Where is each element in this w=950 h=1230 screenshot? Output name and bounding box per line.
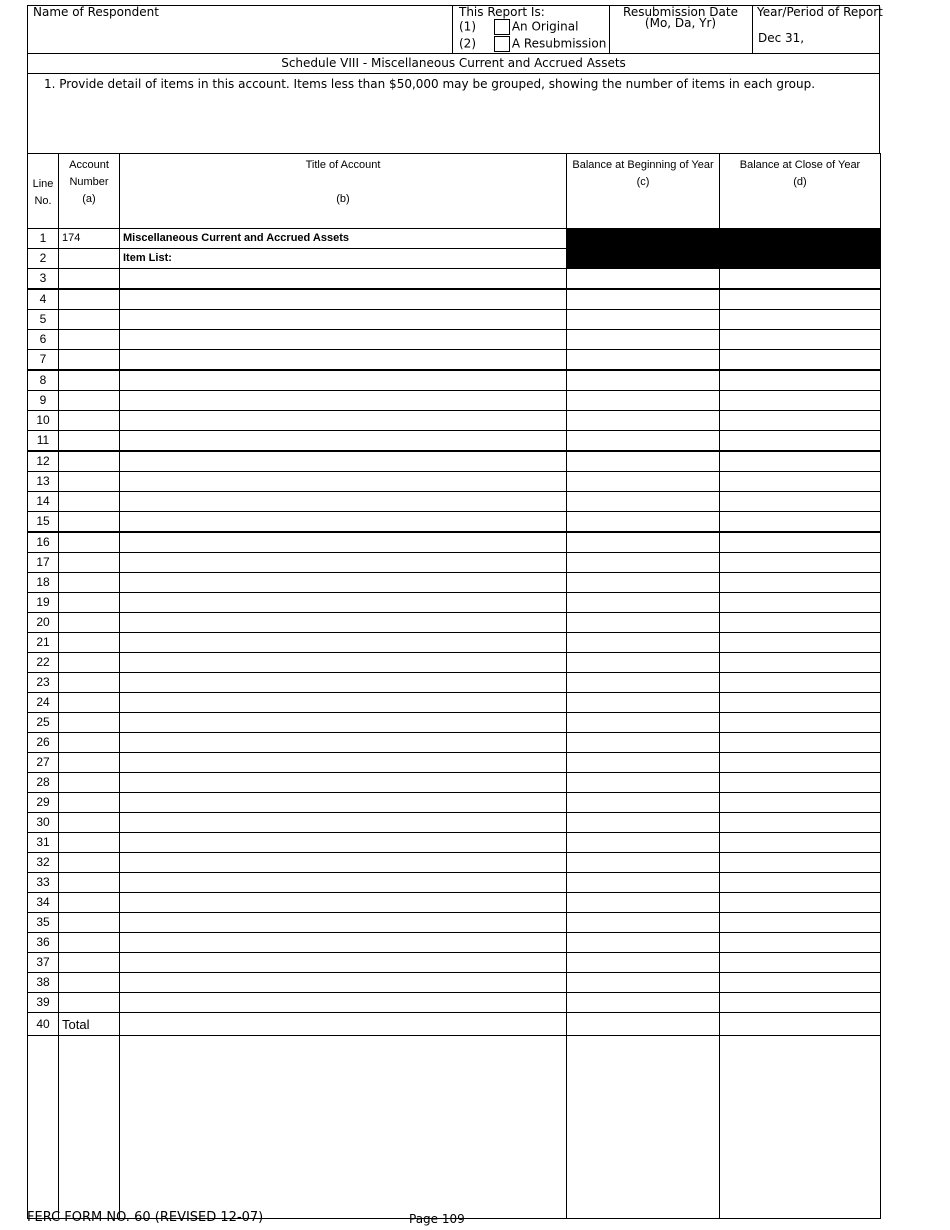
year-period-value: Dec 31, bbox=[758, 31, 805, 45]
line-number: 29 bbox=[28, 793, 59, 813]
resubmission-date-label bbox=[609, 5, 752, 30]
line-number: 3 bbox=[28, 269, 59, 290]
blank-area bbox=[28, 1036, 881, 1219]
begin-balance-cell[interactable] bbox=[567, 633, 720, 653]
line-number: 15 bbox=[28, 512, 59, 533]
option-number: (1) bbox=[459, 19, 476, 34]
account-number-cell[interactable] bbox=[59, 653, 120, 673]
close-balance-cell[interactable] bbox=[720, 532, 881, 553]
divider bbox=[452, 5, 453, 54]
account-number-cell[interactable] bbox=[59, 873, 120, 893]
account-number-cell[interactable] bbox=[59, 893, 120, 913]
blank-cell bbox=[59, 1036, 120, 1219]
table-row bbox=[28, 753, 881, 773]
account-number-cell[interactable] bbox=[59, 993, 120, 1013]
account-number-cell[interactable] bbox=[59, 793, 120, 813]
line-number: 30 bbox=[28, 813, 59, 833]
table-row bbox=[28, 853, 881, 873]
account-title-cell[interactable] bbox=[120, 853, 567, 873]
account-number-cell[interactable] bbox=[59, 431, 120, 452]
account-number-cell[interactable] bbox=[59, 532, 120, 553]
report-is-label: This Report Is: bbox=[459, 5, 545, 19]
line-number: 11 bbox=[28, 431, 59, 452]
table-row bbox=[28, 613, 881, 633]
blank-cell bbox=[567, 1036, 720, 1219]
begin-balance-cell[interactable] bbox=[567, 813, 720, 833]
table-row bbox=[28, 913, 881, 933]
table-row bbox=[28, 310, 881, 330]
line-number: 40 bbox=[28, 1013, 59, 1036]
account-title-cell[interactable] bbox=[120, 993, 567, 1013]
account-title-cell[interactable] bbox=[120, 873, 567, 893]
total-title-cell bbox=[120, 1013, 567, 1036]
table-row bbox=[28, 512, 881, 533]
begin-balance-cell[interactable] bbox=[567, 673, 720, 693]
account-number-cell[interactable] bbox=[59, 553, 120, 573]
close-balance-cell[interactable] bbox=[720, 873, 881, 893]
form-number: FERC FORM NO. 60 (REVISED 12-07) bbox=[27, 1210, 264, 1225]
original-checkbox[interactable] bbox=[494, 19, 510, 35]
table-row bbox=[28, 492, 881, 512]
line-number: 39 bbox=[28, 993, 59, 1013]
begin-balance-cell[interactable] bbox=[567, 733, 720, 753]
close-balance-cell[interactable] bbox=[720, 693, 881, 713]
account-title-cell[interactable] bbox=[120, 269, 567, 290]
close-balance-cell[interactable] bbox=[720, 633, 881, 653]
col-title-sub: (b) bbox=[336, 193, 350, 205]
account-number-cell[interactable] bbox=[59, 693, 120, 713]
account-title-cell[interactable] bbox=[120, 573, 567, 593]
col-account-sub: (a) bbox=[82, 193, 96, 205]
account-title-cell[interactable] bbox=[120, 673, 567, 693]
close-balance-cell[interactable] bbox=[720, 953, 881, 973]
begin-balance-cell[interactable] bbox=[567, 713, 720, 733]
account-title-cell[interactable] bbox=[120, 553, 567, 573]
table-row bbox=[28, 451, 881, 472]
begin-balance-cell[interactable] bbox=[567, 411, 720, 431]
col-close-sub: (d) bbox=[793, 176, 807, 188]
begin-balance-cell[interactable] bbox=[567, 773, 720, 793]
table-header bbox=[28, 154, 881, 229]
begin-balance-cell[interactable] bbox=[567, 492, 720, 512]
account-title-cell[interactable] bbox=[120, 532, 567, 553]
line-number: 9 bbox=[28, 391, 59, 411]
begin-balance-cell[interactable] bbox=[567, 833, 720, 853]
close-balance-cell[interactable] bbox=[720, 269, 881, 290]
line-number: 33 bbox=[28, 873, 59, 893]
line-number: 37 bbox=[28, 953, 59, 973]
begin-balance-cell[interactable] bbox=[567, 330, 720, 350]
begin-balance-cell[interactable] bbox=[567, 593, 720, 613]
account-title-cell[interactable] bbox=[120, 472, 567, 492]
close-balance-cell[interactable] bbox=[720, 391, 881, 411]
table-row bbox=[28, 793, 881, 813]
option-label: An Original bbox=[511, 19, 579, 34]
close-balance-cell[interactable] bbox=[720, 973, 881, 993]
col-close-label: Balance at Close of Year bbox=[739, 159, 861, 171]
table-row bbox=[28, 713, 881, 733]
close-balance-cell[interactable] bbox=[720, 512, 881, 533]
account-number-cell[interactable] bbox=[59, 833, 120, 853]
line-number: 24 bbox=[28, 693, 59, 713]
close-balance-cell[interactable] bbox=[720, 613, 881, 633]
col-title bbox=[120, 154, 567, 229]
close-balance-cell[interactable] bbox=[720, 713, 881, 733]
option-label: A Resubmission bbox=[511, 36, 607, 51]
begin-balance-cell[interactable] bbox=[567, 553, 720, 573]
close-balance-cell[interactable] bbox=[720, 492, 881, 512]
col-close bbox=[720, 154, 881, 229]
total-begin-balance[interactable] bbox=[567, 1013, 720, 1036]
account-title-cell[interactable] bbox=[120, 713, 567, 733]
account-number-cell[interactable]: 174 bbox=[59, 229, 120, 249]
close-balance-cell[interactable] bbox=[720, 310, 881, 330]
account-number-cell[interactable] bbox=[59, 330, 120, 350]
col-account-label: Account Number bbox=[69, 159, 109, 188]
table-row bbox=[28, 553, 881, 573]
begin-balance-cell[interactable] bbox=[567, 269, 720, 290]
close-balance-cell[interactable] bbox=[720, 553, 881, 573]
total-row bbox=[28, 1013, 881, 1036]
line-number: 36 bbox=[28, 933, 59, 953]
account-title-cell[interactable] bbox=[120, 953, 567, 973]
account-title-cell[interactable] bbox=[120, 813, 567, 833]
line-number: 1 bbox=[28, 229, 59, 249]
line-number: 12 bbox=[28, 451, 59, 472]
line-number: 4 bbox=[28, 289, 59, 310]
close-balance-cell[interactable] bbox=[720, 793, 881, 813]
account-title-cell[interactable] bbox=[120, 893, 567, 913]
begin-balance-cell[interactable] bbox=[567, 953, 720, 973]
close-balance-cell[interactable] bbox=[720, 330, 881, 350]
option-number: (2) bbox=[459, 36, 476, 51]
begin-balance-cell[interactable] bbox=[567, 431, 720, 452]
col-line bbox=[28, 154, 59, 229]
table-row bbox=[28, 472, 881, 492]
account-title-cell[interactable] bbox=[120, 391, 567, 411]
col-begin-sub: (c) bbox=[636, 176, 650, 188]
account-number-cell[interactable] bbox=[59, 289, 120, 310]
account-number-cell[interactable] bbox=[59, 913, 120, 933]
close-balance-cell[interactable] bbox=[720, 933, 881, 953]
divider bbox=[752, 5, 753, 54]
resubmission-checkbox[interactable] bbox=[494, 36, 510, 52]
table-row bbox=[28, 953, 881, 973]
account-title-cell[interactable] bbox=[120, 653, 567, 673]
account-title-cell[interactable] bbox=[120, 773, 567, 793]
redacted-begin-balance bbox=[567, 229, 720, 249]
table-row bbox=[28, 773, 881, 793]
account-title-cell[interactable] bbox=[120, 753, 567, 773]
account-number-cell[interactable] bbox=[59, 472, 120, 492]
close-balance-cell[interactable] bbox=[720, 673, 881, 693]
account-title-cell[interactable] bbox=[120, 451, 567, 472]
account-title-cell[interactable] bbox=[120, 633, 567, 653]
begin-balance-cell[interactable] bbox=[567, 873, 720, 893]
begin-balance-cell[interactable] bbox=[567, 993, 720, 1013]
begin-balance-cell[interactable] bbox=[567, 573, 720, 593]
close-balance-cell[interactable] bbox=[720, 753, 881, 773]
account-title-cell[interactable] bbox=[120, 913, 567, 933]
begin-balance-cell[interactable] bbox=[567, 512, 720, 533]
line-number: 14 bbox=[28, 492, 59, 512]
redacted-close-balance bbox=[720, 229, 881, 249]
account-title-cell[interactable] bbox=[120, 693, 567, 713]
table-row bbox=[28, 330, 881, 350]
resub-date-title: Resubmission Date bbox=[623, 5, 738, 19]
close-balance-cell[interactable] bbox=[720, 813, 881, 833]
account-title-cell[interactable] bbox=[120, 350, 567, 371]
begin-balance-cell[interactable] bbox=[567, 893, 720, 913]
table-row bbox=[28, 370, 881, 391]
table-row bbox=[28, 229, 881, 249]
year-period-label: Year/Period of Report bbox=[757, 5, 883, 19]
close-balance-cell[interactable] bbox=[720, 289, 881, 310]
begin-balance-cell[interactable] bbox=[567, 933, 720, 953]
account-title-cell[interactable] bbox=[120, 933, 567, 953]
line-number: 22 bbox=[28, 653, 59, 673]
line-number: 19 bbox=[28, 593, 59, 613]
account-number-cell[interactable] bbox=[59, 613, 120, 633]
table-row bbox=[28, 269, 881, 290]
account-title-cell[interactable] bbox=[120, 370, 567, 391]
begin-balance-cell[interactable] bbox=[567, 370, 720, 391]
line-number: 38 bbox=[28, 973, 59, 993]
table-row bbox=[28, 391, 881, 411]
col-account bbox=[59, 154, 120, 229]
begin-balance-cell[interactable] bbox=[567, 973, 720, 993]
blank-cell bbox=[28, 1036, 59, 1219]
table-row bbox=[28, 633, 881, 653]
line-number: 10 bbox=[28, 411, 59, 431]
total-label: Total bbox=[59, 1013, 120, 1036]
account-number-cell[interactable] bbox=[59, 492, 120, 512]
begin-balance-cell[interactable] bbox=[567, 289, 720, 310]
table-row bbox=[28, 973, 881, 993]
close-balance-cell[interactable] bbox=[720, 370, 881, 391]
line-number: 35 bbox=[28, 913, 59, 933]
table-row bbox=[28, 411, 881, 431]
begin-balance-cell[interactable] bbox=[567, 451, 720, 472]
table-row bbox=[28, 289, 881, 310]
account-title-cell[interactable] bbox=[120, 833, 567, 853]
account-number-cell[interactable] bbox=[59, 370, 120, 391]
instruction-text: 1. Provide detail of items in this account. Items less than $50,000 may be grouped, showing the number of items in each group. bbox=[44, 77, 816, 91]
begin-balance-cell[interactable] bbox=[567, 753, 720, 773]
account-title-cell[interactable] bbox=[120, 411, 567, 431]
account-title-cell[interactable] bbox=[120, 289, 567, 310]
account-number-cell[interactable] bbox=[59, 451, 120, 472]
account-number-cell[interactable] bbox=[59, 933, 120, 953]
account-title-cell[interactable] bbox=[120, 973, 567, 993]
line-number: 5 bbox=[28, 310, 59, 330]
line-number: 23 bbox=[28, 673, 59, 693]
begin-balance-cell[interactable] bbox=[567, 613, 720, 633]
begin-balance-cell[interactable] bbox=[567, 853, 720, 873]
account-title-cell[interactable] bbox=[120, 593, 567, 613]
total-close-balance[interactable] bbox=[720, 1013, 881, 1036]
option-original[interactable] bbox=[459, 19, 578, 35]
page-number: Page 109 bbox=[409, 1212, 465, 1226]
close-balance-cell[interactable] bbox=[720, 350, 881, 371]
line-number: 32 bbox=[28, 853, 59, 873]
close-balance-cell[interactable] bbox=[720, 853, 881, 873]
col-begin-label: Balance at Beginning of Year bbox=[572, 159, 714, 171]
line-number: 16 bbox=[28, 532, 59, 553]
close-balance-cell[interactable] bbox=[720, 833, 881, 853]
line-number: 18 bbox=[28, 573, 59, 593]
respondent-name-label: Name of Respondent bbox=[33, 5, 159, 19]
account-title-cell[interactable] bbox=[120, 431, 567, 452]
line-number: 28 bbox=[28, 773, 59, 793]
col-title-label: Title of Account bbox=[305, 159, 381, 171]
resub-date-format: (Mo, Da, Yr) bbox=[644, 16, 717, 30]
close-balance-cell[interactable] bbox=[720, 893, 881, 913]
table-row bbox=[28, 532, 881, 553]
schedule-title: Schedule VIII - Miscellaneous Current and Accrued Assets bbox=[27, 53, 880, 74]
line-number: 34 bbox=[28, 893, 59, 913]
blank-cell bbox=[720, 1036, 881, 1219]
table-row bbox=[28, 653, 881, 673]
account-number-cell[interactable] bbox=[59, 350, 120, 371]
line-number: 17 bbox=[28, 553, 59, 573]
line-number: 20 bbox=[28, 613, 59, 633]
account-title-cell[interactable] bbox=[120, 330, 567, 350]
option-resubmission[interactable] bbox=[459, 36, 606, 52]
begin-balance-cell[interactable] bbox=[567, 310, 720, 330]
begin-balance-cell[interactable] bbox=[567, 472, 720, 492]
line-number: 13 bbox=[28, 472, 59, 492]
account-number-cell[interactable] bbox=[59, 391, 120, 411]
table-row bbox=[28, 933, 881, 953]
table-row bbox=[28, 673, 881, 693]
instructions-box bbox=[27, 73, 880, 154]
line-number: 7 bbox=[28, 350, 59, 371]
line-number: 21 bbox=[28, 633, 59, 653]
accounts-table bbox=[27, 153, 881, 1219]
account-number-cell[interactable] bbox=[59, 973, 120, 993]
account-title-cell[interactable] bbox=[120, 492, 567, 512]
account-number-cell[interactable] bbox=[59, 573, 120, 593]
table-row bbox=[28, 573, 881, 593]
account-number-cell[interactable] bbox=[59, 753, 120, 773]
close-balance-cell[interactable] bbox=[720, 593, 881, 613]
line-number: 6 bbox=[28, 330, 59, 350]
account-number-cell[interactable] bbox=[59, 633, 120, 653]
table-row bbox=[28, 693, 881, 713]
redacted-close-balance bbox=[720, 249, 881, 269]
begin-balance-cell[interactable] bbox=[567, 532, 720, 553]
col-begin bbox=[567, 154, 720, 229]
account-number-cell[interactable] bbox=[59, 411, 120, 431]
account-title-cell[interactable] bbox=[120, 733, 567, 753]
account-number-cell[interactable] bbox=[59, 713, 120, 733]
table-row bbox=[28, 893, 881, 913]
account-number-cell[interactable] bbox=[59, 953, 120, 973]
table-row bbox=[28, 733, 881, 753]
close-balance-cell[interactable] bbox=[720, 653, 881, 673]
account-number-cell[interactable] bbox=[59, 853, 120, 873]
account-number-cell[interactable] bbox=[59, 269, 120, 290]
account-number-cell[interactable] bbox=[59, 773, 120, 793]
begin-balance-cell[interactable] bbox=[567, 793, 720, 813]
table-row bbox=[28, 873, 881, 893]
table-row bbox=[28, 249, 881, 269]
close-balance-cell[interactable] bbox=[720, 411, 881, 431]
begin-balance-cell[interactable] bbox=[567, 913, 720, 933]
account-title-cell[interactable]: Miscellaneous Current and Accrued Assets bbox=[120, 229, 567, 249]
line-number: 31 bbox=[28, 833, 59, 853]
account-number-cell[interactable] bbox=[59, 733, 120, 753]
col-line-label: Line No. bbox=[32, 177, 54, 207]
line-number: 27 bbox=[28, 753, 59, 773]
begin-balance-cell[interactable] bbox=[567, 693, 720, 713]
account-title-cell[interactable] bbox=[120, 310, 567, 330]
table-row bbox=[28, 833, 881, 853]
close-balance-cell[interactable] bbox=[720, 733, 881, 753]
begin-balance-cell[interactable] bbox=[567, 391, 720, 411]
account-title-cell[interactable] bbox=[120, 793, 567, 813]
account-number-cell[interactable] bbox=[59, 593, 120, 613]
close-balance-cell[interactable] bbox=[720, 431, 881, 452]
account-number-cell[interactable] bbox=[59, 512, 120, 533]
account-title-cell[interactable]: Item List: bbox=[120, 249, 567, 269]
line-number: 25 bbox=[28, 713, 59, 733]
begin-balance-cell[interactable] bbox=[567, 653, 720, 673]
line-number: 2 bbox=[28, 249, 59, 269]
account-number-cell[interactable] bbox=[59, 813, 120, 833]
begin-balance-cell[interactable] bbox=[567, 350, 720, 371]
close-balance-cell[interactable] bbox=[720, 451, 881, 472]
close-balance-cell[interactable] bbox=[720, 913, 881, 933]
close-balance-cell[interactable] bbox=[720, 573, 881, 593]
line-number: 26 bbox=[28, 733, 59, 753]
blank-cell bbox=[120, 1036, 567, 1219]
redacted-begin-balance bbox=[567, 249, 720, 269]
account-title-cell[interactable] bbox=[120, 512, 567, 533]
account-number-cell[interactable] bbox=[59, 310, 120, 330]
close-balance-cell[interactable] bbox=[720, 472, 881, 492]
account-number-cell[interactable] bbox=[59, 249, 120, 269]
table-row bbox=[28, 993, 881, 1013]
table-row bbox=[28, 431, 881, 452]
table-row bbox=[28, 813, 881, 833]
account-title-cell[interactable] bbox=[120, 613, 567, 633]
table-row bbox=[28, 593, 881, 613]
line-number: 8 bbox=[28, 370, 59, 391]
account-number-cell[interactable] bbox=[59, 673, 120, 693]
close-balance-cell[interactable] bbox=[720, 773, 881, 793]
table-row bbox=[28, 350, 881, 371]
close-balance-cell[interactable] bbox=[720, 993, 881, 1013]
